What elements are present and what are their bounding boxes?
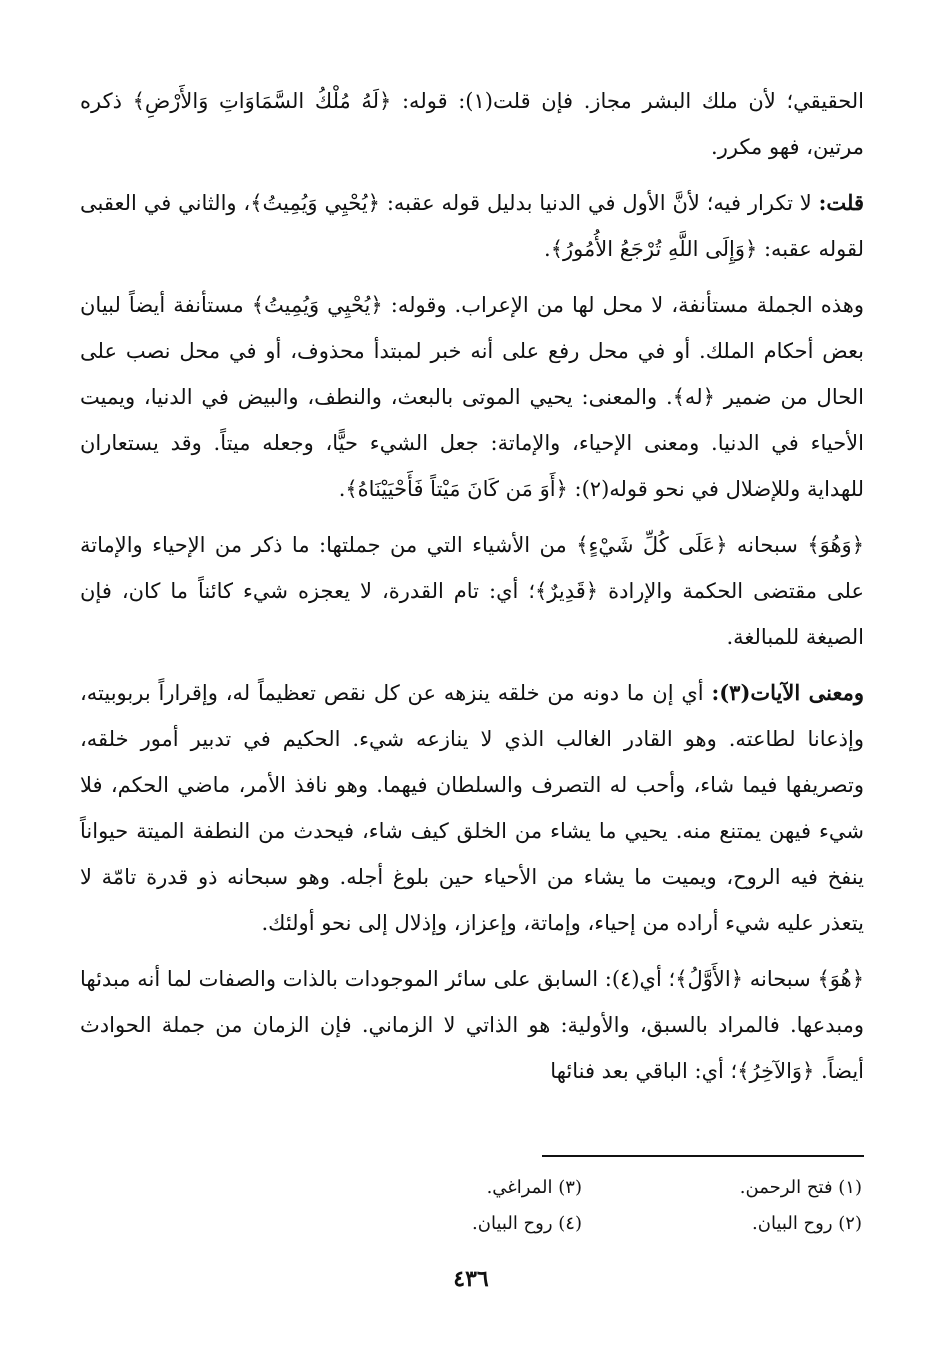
paragraph-4-text: ﴿وَهُوَ﴾ سبحانه ﴿عَلَى كُلِّ شَيْءٍ﴾ من الأشياء التي من جملتها: ما ذكر من الإحياء والإماتة على مقتضى الحكمة والإرادة ﴿قَدِيرٌ﴾؛ أي: تام القدرة، لا يعجزه شيء كائناً ما كان، فإن الصيغة للمبالغة.	[80, 533, 864, 649]
footnote-1: (١) فتح الرحمن.	[739, 1177, 862, 1198]
footnote-3: (٣) المراغي.	[486, 1177, 582, 1198]
paragraph-5	[80, 670, 864, 946]
paragraph-5-lead: ومعنى الآيات(٣):	[711, 680, 865, 705]
paragraph-6-text: ﴿هُوَ﴾ سبحانه ﴿الأَوَّلُ﴾؛ أي(٤): السابق على سائر الموجودات بالذات والصفات لما أنه مبدئها ومبدعها. فالمراد بالسبق، والأولية: هو الذاتي لا الزماني. فإن الزمان من جملة الحوادث أيضاً. ﴿وَالآخِرُ﴾؛ أي: الباقي بعد فنائها	[80, 967, 864, 1083]
footnotes	[302, 1170, 862, 1242]
paragraph-2-text: لا تكرار فيه؛ لأنَّ الأول في الدنيا بدليل قوله عقبه: ﴿يُحْيِي وَيُمِيتُ﴾، والثاني في العقبى لقوله عقبه: ﴿وَإِلَى اللَّهِ تُرْجَعُ الأُمُورُ﴾.	[80, 191, 864, 261]
body-text	[80, 78, 864, 1094]
page-number: ٤٣٦	[453, 1266, 489, 1292]
paragraph-4	[80, 522, 864, 660]
paragraph-1-text: الحقيقي؛ لأن ملك البشر مجاز. فإن قلت(١): قوله: ﴿لَهُ مُلْكُ السَّمَاوَاتِ وَالأَرْضِ﴾ ذكره مرتين، فهو مكرر.	[80, 89, 864, 159]
paragraph-3	[80, 282, 864, 512]
paragraph-2	[80, 180, 864, 272]
paragraph-2-lead: قلت:	[818, 190, 864, 215]
footnote-divider	[542, 1155, 864, 1157]
footnote-4: (٤) روح البيان.	[472, 1213, 582, 1234]
paragraph-5-text: أي إن ما دونه من خلقه ينزهه عن كل نقص تعظيماً له، وإقراراً بربوبيته، وإذعانا لطاعته. وهو القادر الغالب الذي لا ينازعه شيء. الحكيم في تدبير أمور خلقه، وتصريفها فيما شاء، وأحب له التصرف والسلطان فيهما. وهو نافذ الأمر، ماضي الحكم، فلا شيء فيهن يمتنع منه. يحيي ما يشاء من الخلق كيف شاء، فيحدث من النطفة الميتة حيواناً ينفخ فيه الروح، ويميت ما يشاء من الأحياء حين بلوغ أجله. وهو سبحانه ذو قدرة تامّة لا يتعذر عليه شيء أراده من إحياء، وإماتة، وإعزاز، وإذلال إلى نحو أولئك.	[80, 681, 864, 935]
footnote-2: (٢) روح البيان.	[752, 1213, 862, 1234]
paragraph-3-text: وهذه الجملة مستأنفة، لا محل لها من الإعراب. وقوله: ﴿يُحْيِي وَيُمِيتُ﴾ مستأنفة أيضاً لبيان بعض أحكام الملك. أو في محل رفع على أنه خبر لمبتدأ محذوف، أو في محل نصب على الحال من ضمير ﴿له﴾. والمعنى: يحيي الموتى بالبعث، والنطف، والبيض في الدنيا، ويميت الأحياء في الدنيا. ومعنى الإحياء، والإماتة: جعل الشيء حيًّا، وجعله ميتاً. وقد يستعاران للهداية وللإضلال في نحو قوله(٢): ﴿أَوَ مَن كَانَ مَيْتاً فَأَحْيَيْنَاهُ﴾.	[80, 293, 864, 501]
paragraph-1	[80, 78, 864, 170]
paragraph-6	[80, 956, 864, 1094]
